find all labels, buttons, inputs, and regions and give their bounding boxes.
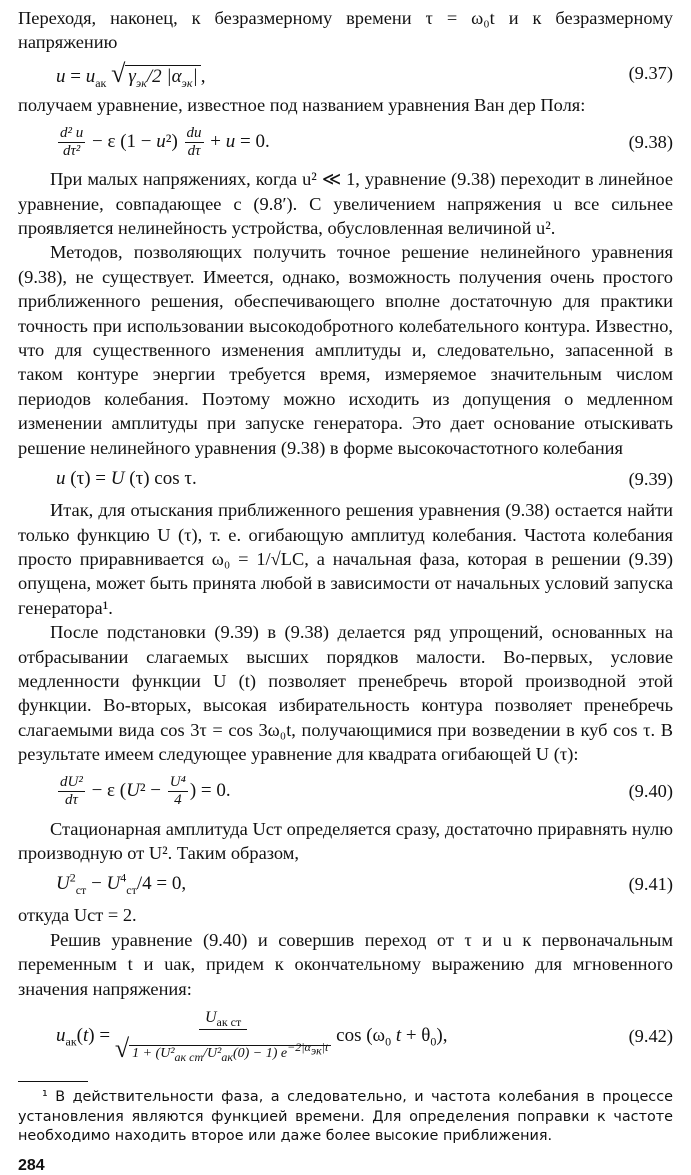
equation-9-37: [18, 55, 673, 93]
equation-9-38: [18, 117, 673, 167]
equation-body: $U^2_{ст} - U^4_{ст}/4 = 0$,: [56, 871, 187, 898]
equation-number: (9.40): [628, 781, 673, 802]
page-number: 284: [18, 1156, 45, 1174]
equation-body: u (τ) = U (τ) cos τ.: [56, 468, 197, 490]
paragraph-approx-solution: Итак, для отыскания приближенного решения уравнения (9.38) остается найти только функцию U (τ), т. е. огибающую амплитуд колебания. Частота колебания просто приравнивается ω₀ = 1/√LC, а начальная фаза, которая в решении (9.39) опущена, может быть принята любой в зависимости от начальных условий запуска генератора¹.: [18, 500, 673, 618]
paragraph-final: Решив уравнение (9.40) и совершив переход от τ и u к первоначальным переменным t и uак, придем к окончательному выражению для мгновенного значения напряжения:: [18, 929, 673, 999]
page-content: [18, 6, 673, 1175]
paragraph-van-der-pol: получаем уравнение, известное под названием уравнения Ван дер Поля:: [18, 94, 586, 115]
equation-number: (9.38): [628, 131, 673, 152]
paragraph-substitution: После подстановки (9.39) в (9.38) делается ряд упрощений, основанных на отбрасывании слагаемых высших порядков малости. Во-первых, условие медленности функции U (t) позволяет пренебречь второй производной этой функции. Во-вторых, высокая избирательность контура позволяет пренебречь слагаемыми вида cos 3τ = cos 3ω₀t, получающимися при возведении в куб cos τ. В результате имеем следующее уравнение для квадрата огибающей U (τ):: [18, 622, 673, 765]
equation-body: $\frac{\text{dU²}}{d\tau}$ − ε (U² − $\frac{\text{U⁴}}{4}$ ) = 0.: [60, 774, 231, 809]
paragraph-intro: Переходя, наконец, к безразмерному времени τ = ω₀t и к безразмерному напряжению: [18, 8, 673, 53]
equation-9-40: [18, 767, 673, 817]
paragraph-result: откуда Uст = 2.: [18, 905, 137, 926]
equation-9-39: [18, 460, 673, 498]
footnote-divider: [18, 1081, 88, 1082]
equation-body: $u_{ак}(t)$ = $U_{ак ст}$ √ $1 + (U^2_{ак ст}/U^2_{ак}(0) - 1)$ $e^{-2|\alpha_{эк}|t}$ $\cos (\omega_0$ $t + \theta_0$),: [56, 1008, 448, 1064]
equation-number: (9.37): [628, 63, 673, 84]
equation-9-42: [18, 1001, 673, 1071]
paragraph-methods: Методов, позволяющих получить точное решение нелинейного уравнения (9.38), не существует. Имеется, однако, возможность получения очень простого приближенного решения, обеспечивающего вполне достаточную для практики точность при использовании высокодобротного колебательного контура. Известно, что для существенного изменения амплитуды и, следовательно, запасенной в таком контуре энергии требуется время, измеряемое значительным числом периодов колебания. Поэтому можно исходить из допущения о медленном изменении амплитуды при запуске генератора. Это дает основание отыскивать решение нелинейного уравнения (9.38) в форме высокочастотного колебания: [18, 242, 673, 458]
paragraph-small-voltage: При малых напряжениях, когда u² ≪ 1, уравнение (9.38) переходит в линейное уравнение, совпадающее с (9.8′). С увеличением напряжения u все сильнее проявляется нелинейность устройства, обусловленная величиной u².: [18, 169, 673, 239]
paragraph-stationary: Стационарная амплитуда Uст определяется сразу, достаточно приравнять нулю производную от U². Таким образом,: [18, 818, 673, 863]
footnote: ¹ В действительности фаза, а следовательно, и частота колебания в процессе установления являются функцией времени. Для определения поправки к частоте необходимо находить второе или даже более высокие приближения.: [18, 1089, 673, 1145]
equation-body: $\frac{\text{d² u}}{\text{dτ²}}$ − ε (1 − u²) $\frac{du}{d\tau}$ + u = 0.: [60, 124, 270, 159]
equation-number: (9.41): [628, 873, 673, 894]
equation-number: (9.39): [628, 468, 673, 489]
equation-number: (9.42): [628, 1025, 673, 1046]
equation-9-41: [18, 865, 673, 903]
equation-body: $u = u_{ак}$ √ $\gamma_{эк}/2$ $|\alpha_{эк}|$ ,: [56, 58, 206, 90]
